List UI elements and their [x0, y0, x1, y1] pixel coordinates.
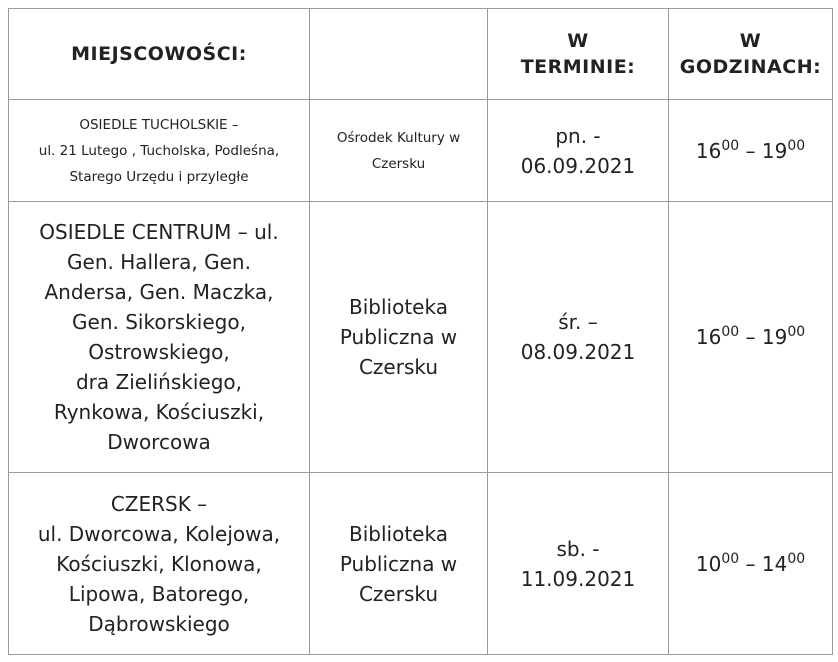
hours-start-min: 00 — [721, 137, 740, 154]
hours-start: 10 — [695, 551, 722, 576]
header-date — [488, 9, 669, 100]
place-line: Publiczna w — [339, 325, 458, 349]
header-hours-line2: GODZINACH: — [679, 56, 822, 78]
location-line: Lipowa, Batorego, — [68, 581, 250, 606]
location-line: OSIEDLE CENTRUM – ul. — [39, 220, 279, 244]
header-date-line1: W — [567, 30, 589, 52]
table-row — [9, 100, 833, 202]
place-line: Biblioteka — [349, 295, 448, 319]
location-line: Rynkowa, Kościuszki, — [53, 400, 265, 424]
date-day: pn. - — [555, 123, 601, 148]
hours-end-min: 00 — [787, 550, 806, 567]
hours-end-min: 00 — [787, 324, 806, 340]
place-line: Publiczna w — [339, 551, 458, 576]
place-line: Czersku — [358, 355, 439, 379]
row-date — [488, 202, 669, 473]
row-hours — [669, 202, 833, 473]
row-place — [310, 100, 488, 202]
location-line: Gen. Hallera, Gen. — [67, 250, 251, 274]
location-line: Kościuszki, Klonowa, — [56, 551, 262, 576]
location-line: OSIEDLE TUCHOLSKIE – — [79, 116, 239, 133]
date-value: 06.09.2021 — [520, 153, 636, 178]
row-date — [488, 100, 669, 202]
row-place — [310, 473, 488, 655]
location-line: Dworcowa — [107, 430, 211, 454]
schedule-table — [8, 8, 833, 655]
table-row — [9, 473, 833, 655]
header-date-line2: TERMINIE: — [520, 56, 636, 78]
header-hours — [669, 9, 833, 100]
location-line: Starego Urzędu i przyległe — [69, 168, 249, 185]
header-locations-label: MIEJSCOWOŚCI: — [71, 43, 247, 65]
hours-end-min: 00 — [787, 137, 806, 154]
hours-end: 14 — [761, 551, 788, 576]
row-location — [9, 100, 310, 202]
location-line: ul. Dworcowa, Kolejowa, — [37, 521, 281, 546]
row-hours — [669, 473, 833, 655]
location-line: dra Zielińskiego, — [75, 370, 243, 394]
header-hours-line1: W — [739, 30, 762, 52]
hours-start: 16 — [695, 138, 722, 163]
header-place — [310, 9, 488, 100]
hours-start: 16 — [695, 325, 722, 349]
location-line: Andersa, Gen. Maczka, — [44, 280, 274, 304]
location-line: CZERSK – — [110, 491, 208, 516]
location-line: Dąbrowskiego — [88, 611, 230, 636]
hours-start-min: 00 — [721, 324, 740, 340]
hours-sep: – — [739, 138, 762, 163]
location-line: ul. 21 Lutego , Tucholska, Podleśna, — [38, 142, 280, 159]
row-hours — [669, 100, 833, 202]
row-location — [9, 202, 310, 473]
place-line: Czersku — [371, 155, 426, 172]
date-value: 11.09.2021 — [520, 566, 636, 591]
date-day: sb. - — [556, 536, 600, 561]
date-day: śr. – — [558, 310, 598, 334]
hours-sep: – — [739, 325, 762, 349]
location-line: Ostrowskiego, — [88, 340, 230, 364]
location-line: Gen. Sikorskiego, — [72, 310, 246, 334]
place-line: Czersku — [358, 581, 439, 606]
header-locations — [9, 9, 310, 100]
date-value: 08.09.2021 — [520, 340, 636, 364]
place-line: Ośrodek Kultury w — [336, 129, 461, 146]
table-row — [9, 202, 833, 473]
row-date — [488, 473, 669, 655]
hours-end: 19 — [761, 325, 788, 349]
hours-sep: – — [739, 551, 762, 576]
row-location — [9, 473, 310, 655]
row-place — [310, 202, 488, 473]
place-line: Biblioteka — [349, 521, 448, 546]
hours-end: 19 — [761, 138, 788, 163]
header-row — [9, 9, 833, 100]
hours-start-min: 00 — [721, 550, 740, 567]
